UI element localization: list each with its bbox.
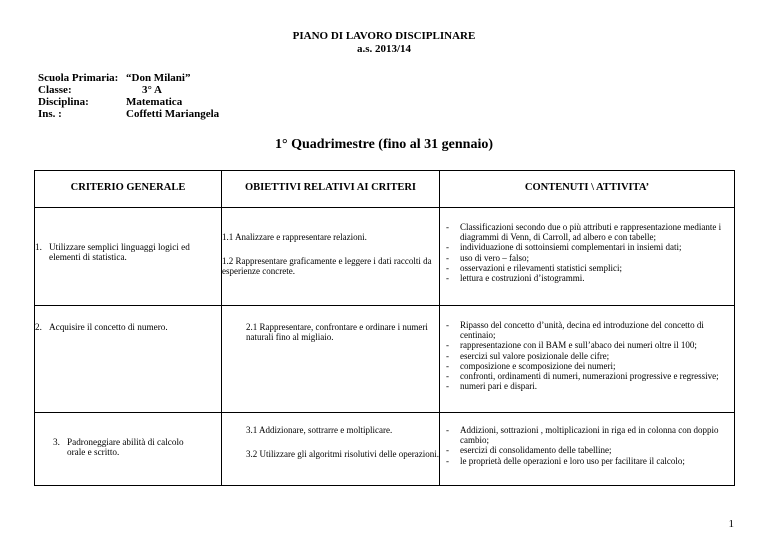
info-subject-value: Matematica [126, 96, 183, 108]
obiettivo-item: 3.2 Utilizzare gli algoritmi risolutivi delle operazioni. [246, 449, 439, 460]
list-item: - rappresentazione con il BAM e sull’abaco dei numeri oltre il 100; [460, 340, 728, 350]
list-item: - esercizi sul valore posizionale delle cifre; [460, 351, 728, 361]
document-title: PIANO DI LAVORO DISCIPLINARE [292, 30, 476, 42]
quadrimestre-heading: 1° Quadrimestre (fino al 31 gennaio) [274, 137, 494, 152]
list-item: - uso di vero – falso; [460, 253, 728, 263]
info-school [38, 72, 190, 84]
info-class-label: Classe: [38, 84, 72, 96]
page-number: 1 [728, 518, 734, 530]
info-teacher-value: Coffetti Mariangela [126, 108, 220, 120]
list-item: - le proprietà delle operazioni e loro uso per facilitare il calcolo; [460, 456, 728, 466]
info-teacher [38, 108, 219, 120]
criterio-text: Padroneggiare abilità di calcolo orale e scritto. [67, 437, 184, 458]
list-item: - osservazioni e rilevamenti statistici semplici; [460, 263, 728, 273]
table-row [35, 413, 735, 486]
criterio-text: Acquisire il concetto di numero. [49, 322, 168, 332]
criterio-cell [35, 208, 222, 306]
obiettivo-item: 1.2 Rappresentare graficamente e leggere i dati raccolti da esperienze concrete. [222, 256, 432, 277]
info-teacher-label: Ins. : [38, 108, 62, 120]
list-item: - Ripasso del concetto d’unità, decina ed introduzione del concetto di centinaio; [460, 320, 728, 340]
table-header-row [35, 171, 735, 208]
contenuti-cell [440, 413, 735, 486]
list-item: - lettura e costruzioni d’istogrammi. [460, 273, 728, 283]
list-item: - numeri pari e dispari. [460, 381, 728, 391]
info-school-value: “Don Milani” [126, 72, 191, 84]
info-class [38, 84, 162, 96]
info-subject [38, 96, 182, 108]
plan-table [34, 170, 735, 486]
list-item: - esercizi di consolidamento delle tabelline; [460, 445, 728, 455]
table-row [35, 306, 735, 413]
header-obiettivi: OBIETTIVI RELATIVI AI CRITERI [222, 171, 440, 208]
obiettivi-cell [222, 413, 440, 486]
info-school-label: Scuola Primaria: [38, 72, 119, 84]
list-item: - individuazione di sottoinsiemi complementari in insiemi dati; [460, 242, 728, 252]
criterio-number: 2. [35, 322, 42, 332]
contenuti-cell [440, 306, 735, 413]
obiettivi-cell [222, 306, 440, 413]
list-item: - composizione e scomposizione dei numeri; [460, 361, 728, 371]
criterio-cell [35, 306, 222, 413]
contenuti-cell [440, 208, 735, 306]
obiettivo-item: 3.1 Addizionare, sottrarre e moltiplicare. [246, 425, 393, 435]
list-item: - Addizioni, sottrazioni , moltiplicazioni in riga ed in colonna con doppio cambio; [460, 425, 728, 445]
info-subject-label: Disciplina: [38, 96, 89, 108]
list-item: - Classificazioni secondo due o più attributi e rappresentazione mediante i diagrammi di Venn, di Carroll, ad albero e con tabelle; [460, 222, 728, 242]
header-contenuti: CONTENUTI \ ATTIVITA’ [440, 171, 735, 208]
obiettivo-item: 2.1 Rappresentare, confrontare e ordinare i numeri naturali fino al migliaio. [246, 322, 428, 343]
criterio-number: 3. [53, 437, 60, 447]
info-class-value: 3° A [142, 84, 162, 96]
school-year: a.s. 2013/14 [356, 43, 412, 55]
table-row [35, 208, 735, 306]
criterio-number: 1. [35, 242, 42, 252]
criterio-text: Utilizzare semplici linguaggi logici ed elementi di statistica. [49, 242, 190, 263]
obiettivi-cell [222, 208, 440, 306]
criterio-cell [35, 413, 222, 486]
obiettivo-item: 1.1 Analizzare e rappresentare relazioni. [222, 232, 367, 242]
list-item: - confronti, ordinamenti di numeri, numerazioni progressive e regressive; [460, 371, 728, 381]
header-criterio: CRITERIO GENERALE [35, 171, 222, 208]
